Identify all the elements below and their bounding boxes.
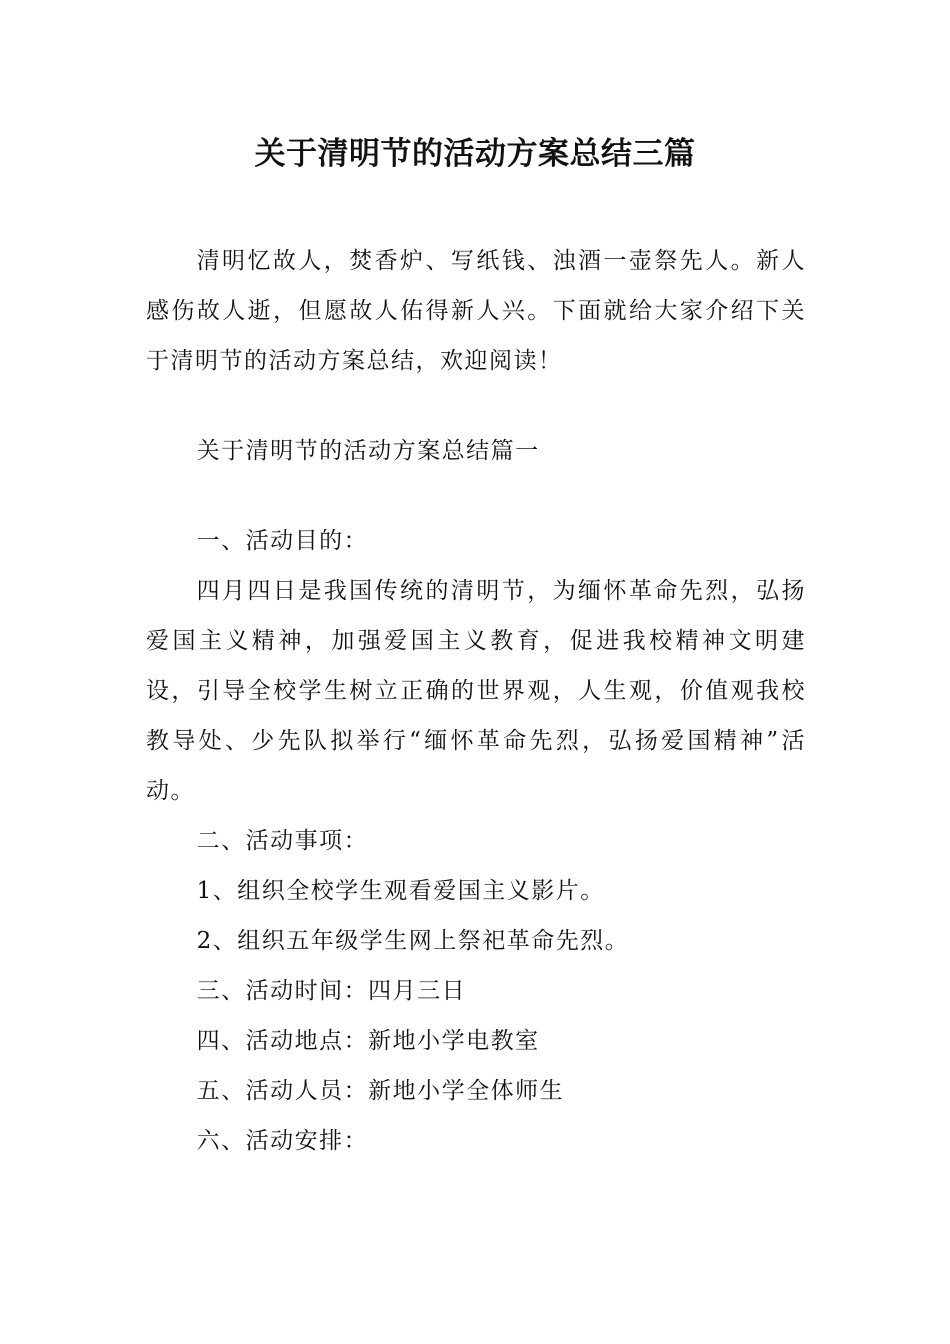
activity-location: 四、活动地点：新地小学电教室 <box>196 1028 540 1054</box>
activity-item-1: 1、组织全校学生观看爱国主义影片。 <box>196 878 605 904</box>
document-title: 关于清明节的活动方案总结三篇 <box>254 136 696 172</box>
document-body <box>146 236 806 1166</box>
activity-item-2: 2、组织五年级学生网上祭祀革命先烈。 <box>196 928 630 954</box>
activity-participants: 五、活动人员：新地小学全体师生 <box>196 1078 565 1104</box>
heading-activity-items: 二、活动事项： <box>196 828 369 854</box>
activity-time: 三、活动时间：四月三日 <box>196 978 467 1004</box>
heading-activity-arrangement: 六、活动安排： <box>196 1128 369 1154</box>
purpose-paragraph: 四月四日是我国传统的清明节，为缅怀革命先烈，弘扬爱国主义精神，加强爱国主义教育，促进我校精神文明建设，引导全校学生树立正确的世界观，人生观，价值观我校教导处、少先队拟举行“缅怀革命先烈，弘扬爱国精神”活动。 <box>146 578 806 804</box>
heading-activity-purpose: 一、活动目的： <box>196 528 369 554</box>
intro-paragraph: 清明忆故人，焚香炉、写纸钱、浊酒一壶祭先人。新人感伤故人逝，但愿故人佑得新人兴。下面就给大家介绍下关于清明节的活动方案总结，欢迎阅读！ <box>146 248 806 374</box>
section-heading: 关于清明节的活动方案总结篇一 <box>196 438 540 464</box>
